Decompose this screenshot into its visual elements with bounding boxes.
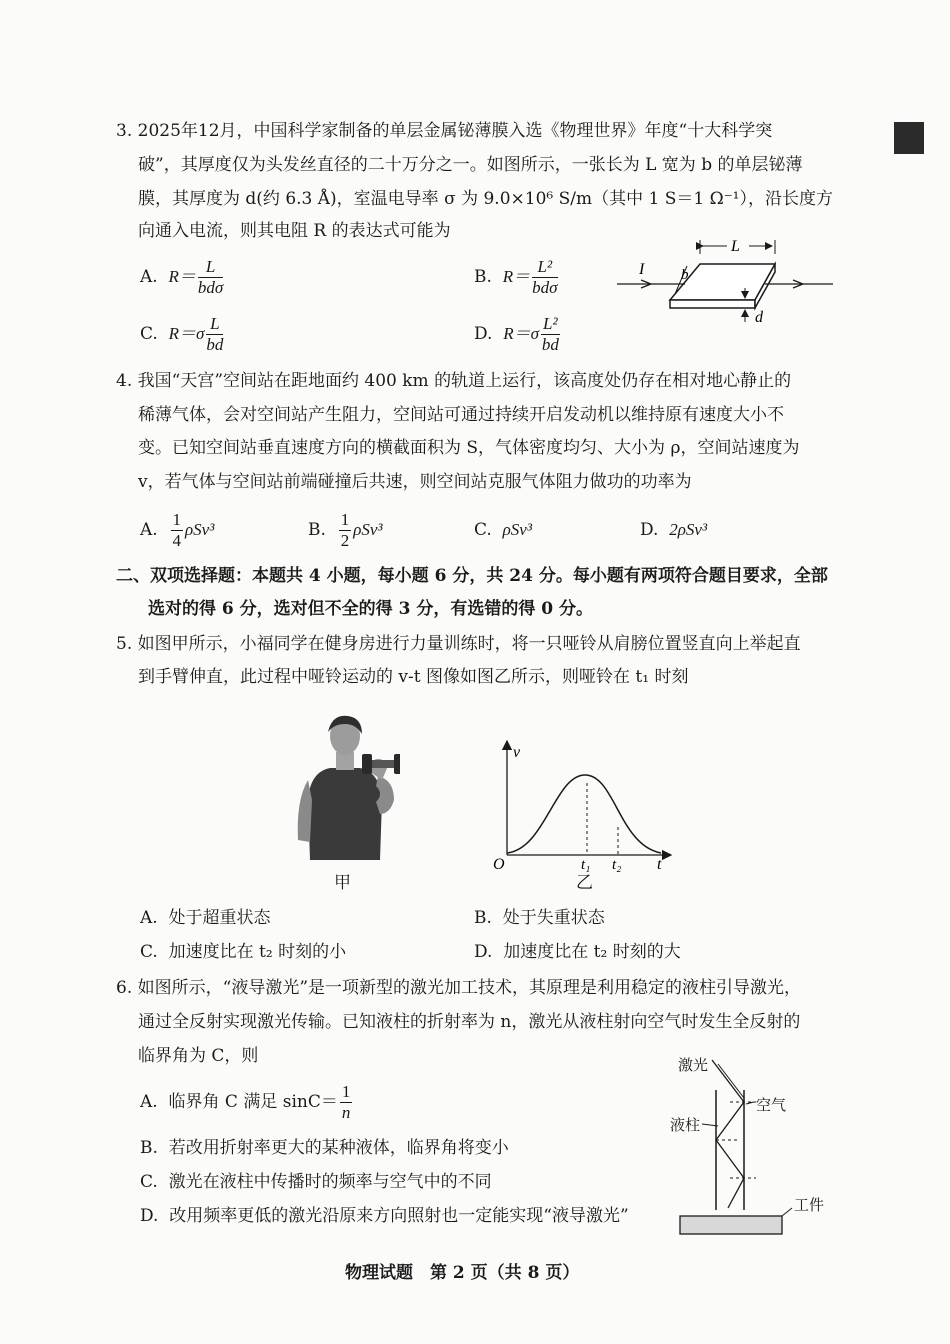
q4-line-4: v，若气体与空间站前端碰撞后共速，则空间站克服气体阻力做功的功率为 [138, 472, 692, 492]
label-l: L [731, 238, 740, 255]
caption-yi: 乙 [576, 873, 593, 893]
laser-path [712, 1060, 744, 1208]
q4-option-a[interactable]: A. $\frac{1}{4}$ ρSv³ [140, 510, 215, 550]
q6-option-d[interactable]: D. 改用频率更低的激光沿原来方向照射也一定能实现“液导激光” [140, 1206, 629, 1226]
label-i: I [639, 261, 645, 278]
workpiece-leader [782, 1208, 792, 1216]
q3-line-1: 3. 2025年12月，中国科学家制备的单层金属铋薄膜入选《物理世界》年度“十大科学突 [116, 121, 773, 141]
label-laser: 激光 [678, 1056, 709, 1074]
q4-option-d[interactable]: D. 2ρSv³ [640, 520, 708, 540]
caption-jia: 甲 [334, 873, 351, 893]
label-workpiece: 工件 [794, 1196, 825, 1214]
y-axis-label: v [513, 744, 521, 761]
q3-option-c[interactable]: C. R＝σ $\frac{L}{bd}$ [140, 314, 224, 354]
page-footer: 物理试题 第 2 页（共 8 页） [345, 1263, 580, 1283]
q5-option-c[interactable]: C. 加速度比在 t₂ 时刻的小 [140, 942, 347, 962]
t1-label: t₁ [581, 857, 591, 873]
label-d: d [755, 309, 763, 326]
q6-option-c[interactable]: C. 激光在液柱中传播时的频率与空气中的不同 [140, 1172, 492, 1192]
page-edge-tab [894, 122, 924, 154]
q3-d-fraction: $\frac{\text{L²}}{bd}$ [541, 314, 559, 354]
q3-c-fraction: $\frac{L}{bd}$ [206, 314, 224, 354]
q5-option-b[interactable]: B. 处于失重状态 [474, 908, 605, 928]
q3-b-fraction: $\frac{\text{L²}}{\text{bdσ}}$ [532, 257, 558, 297]
velocity-curve [507, 775, 661, 853]
label-liquid: 液柱 [670, 1116, 701, 1134]
q6-option-a[interactable]: A. 临界角 C 满足 sinC＝ $\frac{1}{n}$ [140, 1082, 351, 1122]
q4-line-1: 4. 我国“天宫”空间站在距地面约 400 km 的轨道上运行，该高度处仍存在相对地心静止的 [116, 371, 792, 391]
tank-top [308, 768, 382, 860]
section-2-line-2: 选对的得 6 分，选对但不全的得 3 分，有选错的得 0 分。 [148, 599, 593, 619]
q5-line-1: 5. 如图甲所示，小福同学在健身房进行力量训练时，将一只哑铃从肩膀位置竖直向上举起直 [116, 634, 801, 654]
q4-line-2: 稀薄气体，会对空间站产生阻力，空间站可通过持续开启发动机以维持原有速度大小不 [138, 405, 784, 425]
label-b: b [681, 267, 689, 283]
q5-option-a[interactable]: A. 处于超重状态 [140, 908, 271, 928]
laser-edge [718, 1064, 744, 1098]
x-axis-label: t [657, 856, 662, 873]
t2-label: t₂ [612, 857, 622, 873]
q4-option-b[interactable]: B. $\frac{1}{2}$ ρSv³ [308, 510, 383, 550]
q5-option-d[interactable]: D. 加速度比在 t₂ 时刻的大 [474, 942, 681, 962]
q5-vt-graph [485, 735, 685, 875]
q3-line-4: 向通入电流，则其电阻 R 的表达式可能为 [138, 221, 451, 241]
q6-line-3: 临界角为 C，则 [138, 1046, 259, 1066]
q3-a-fraction: $\frac{L}{\text{bdσ}}$ [197, 257, 224, 297]
q6-option-b[interactable]: B. 若改用折射率更大的某种液体，临界角将变小 [140, 1138, 509, 1158]
q4-line-3: 变。已知空间站垂直速度方向的横截面积为 S，气体密度均匀、大小为 ρ，空间站速度为 [138, 438, 800, 458]
dumbbell-weight-left [362, 754, 372, 774]
q3-line-3: 膜，其厚度为 d(约 6.3 Å)，室温电导率 σ 为 9.0×10⁶ S/m（其中 1 S＝1 Ω⁻¹），沿长度方 [138, 189, 833, 209]
workpiece-block [680, 1216, 782, 1234]
q6-line-2: 通过全反射实现激光传输。已知液柱的折射率为 n，激光从液柱射向空气时发生全反射的 [138, 1012, 801, 1032]
q3-option-a[interactable]: A. R＝ $\frac{L}{\text{bdσ}}$ [140, 257, 224, 297]
film-front-face [670, 300, 755, 308]
q5-person-figure [290, 710, 400, 860]
q3-film-figure [615, 232, 835, 332]
q6-line-1: 6. 如图所示，“液导激光”是一项新型的激光加工技术，其原理是利用稳定的液柱引导激光， [116, 978, 802, 998]
label-air: 空气 [756, 1096, 787, 1114]
q3-option-b[interactable]: B. R＝ $\frac{\text{L²}}{\text{bdσ}}$ [474, 257, 558, 297]
left-arm [298, 780, 312, 842]
q3-option-d[interactable]: D. R＝σ $\frac{\text{L²}}{bd}$ [474, 314, 559, 354]
q4-option-c[interactable]: C. ρSv³ [474, 520, 532, 540]
q3-line-2: 破”，其厚度仅为头发丝直径的二十万分之一。如图所示，一张长为 L 宽为 b 的单层铋薄 [138, 155, 803, 175]
section-2-line-1: 二、双项选择题：本题共 4 小题，每小题 6 分，共 24 分。每小题有两项符合题目要求，全部 [116, 566, 828, 586]
dumbbell-weight-right [394, 754, 400, 774]
origin-label: O [493, 856, 505, 873]
q5-line-2: 到手臂伸直，此过程中哑铃运动的 v-t 图像如图乙所示，则哑铃在 t₁ 时刻 [138, 667, 689, 687]
